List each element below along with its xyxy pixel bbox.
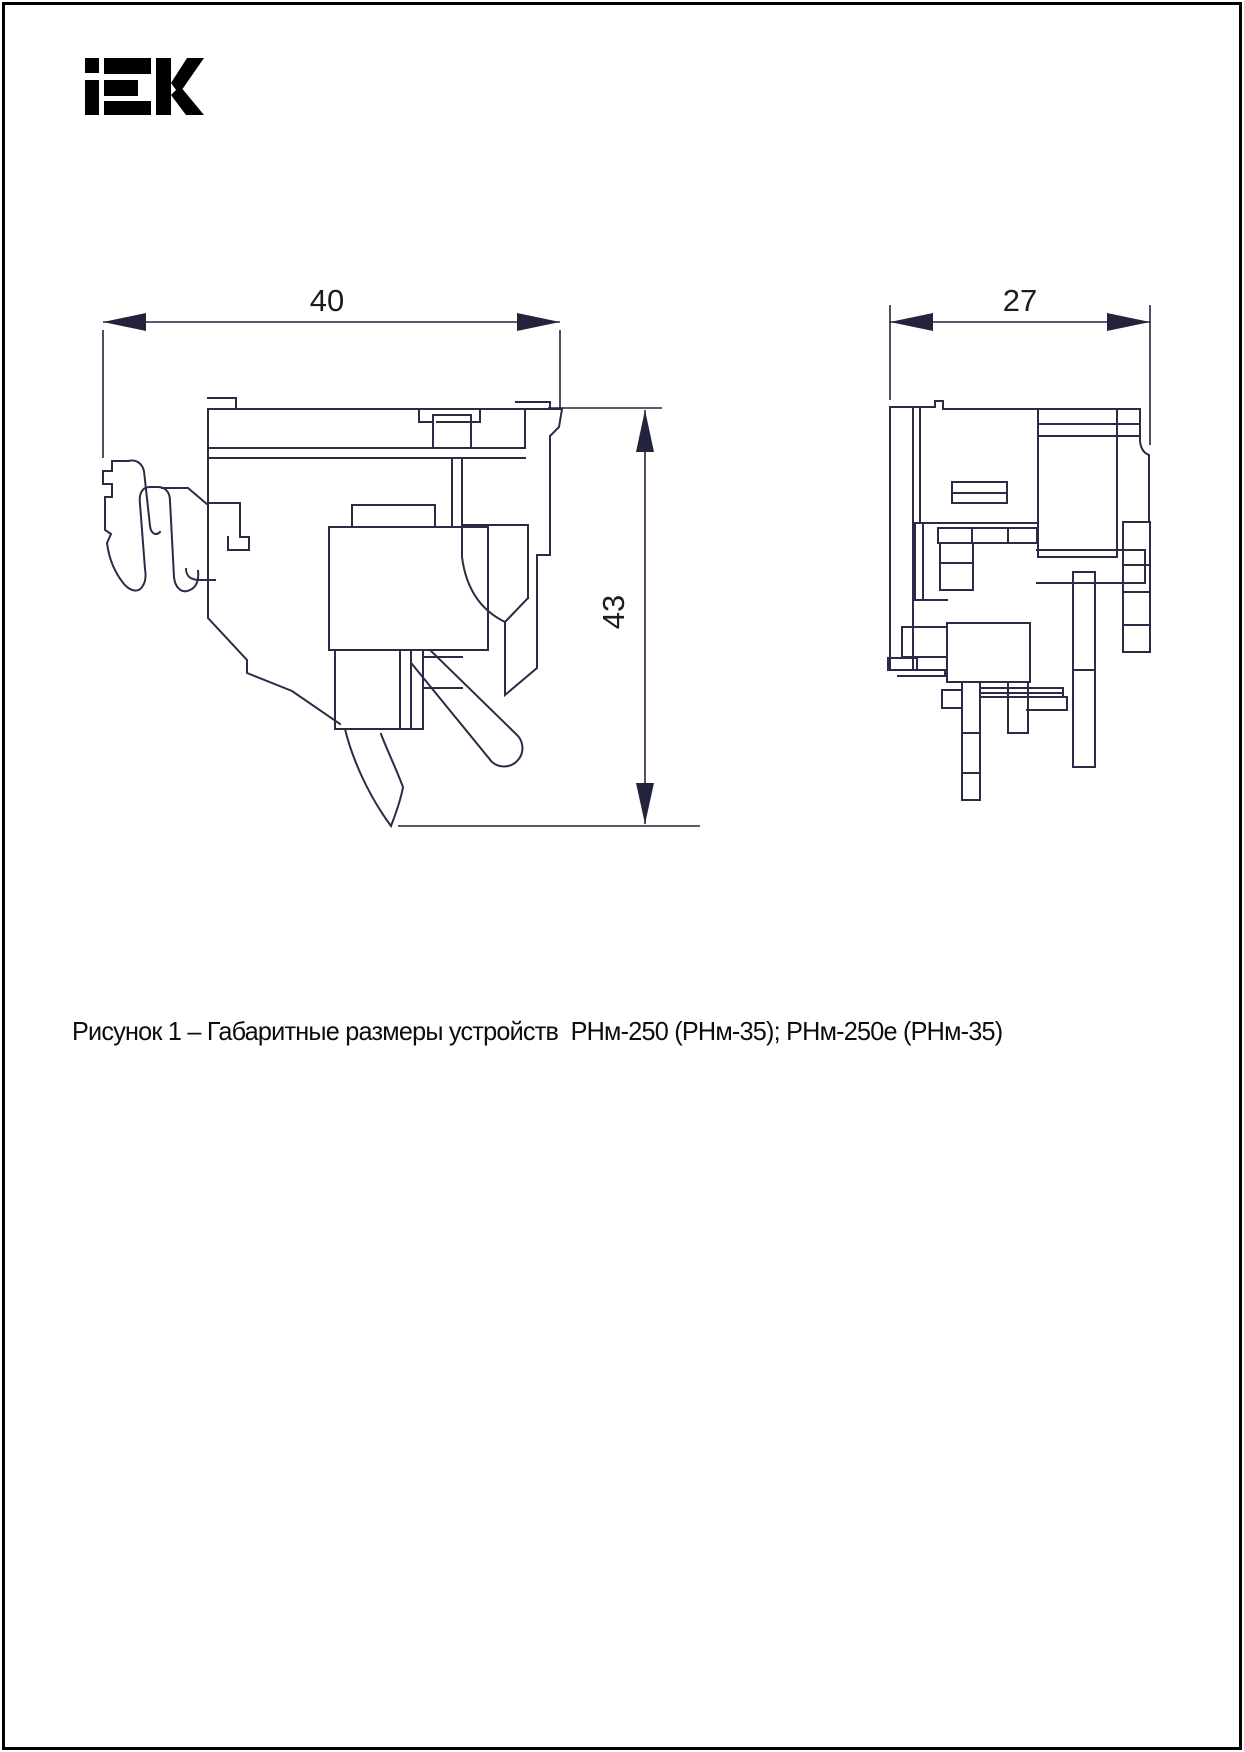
dimension-lines [103,305,1150,826]
arrow-27-right [1107,313,1150,331]
logo-e-top-bar [104,58,151,74]
arrow-40-left [103,313,146,331]
logo-i-stem [85,80,99,115]
dim-width-label: 40 [309,283,345,318]
arrow-43-bottom [636,783,654,824]
right-view-drawing [888,401,1150,800]
iek-logo [85,58,204,115]
logo-i-dot [85,58,99,73]
dim-height-label: 43 [596,594,631,630]
logo-k-upper-arm [171,58,204,94]
logo-e-bottom-bar [104,101,151,115]
dimension-labels [310,283,1037,629]
figure-caption: Рисунок 1 – Габаритные размеры устройств РНм-250 (РНм-35); РНм-250е (РНм-35) [72,1016,1003,1046]
arrow-43-top [636,410,654,452]
arrow-27-left [890,313,933,331]
logo-e-mid-bar [104,80,138,96]
left-view-drawing [103,398,562,826]
arrow-40-right [517,313,560,331]
dimension-arrows [103,313,1150,824]
dim-depth-label: 27 [1002,283,1038,318]
logo-k-stem [156,58,171,115]
logo-k-lower-arm [171,86,204,115]
